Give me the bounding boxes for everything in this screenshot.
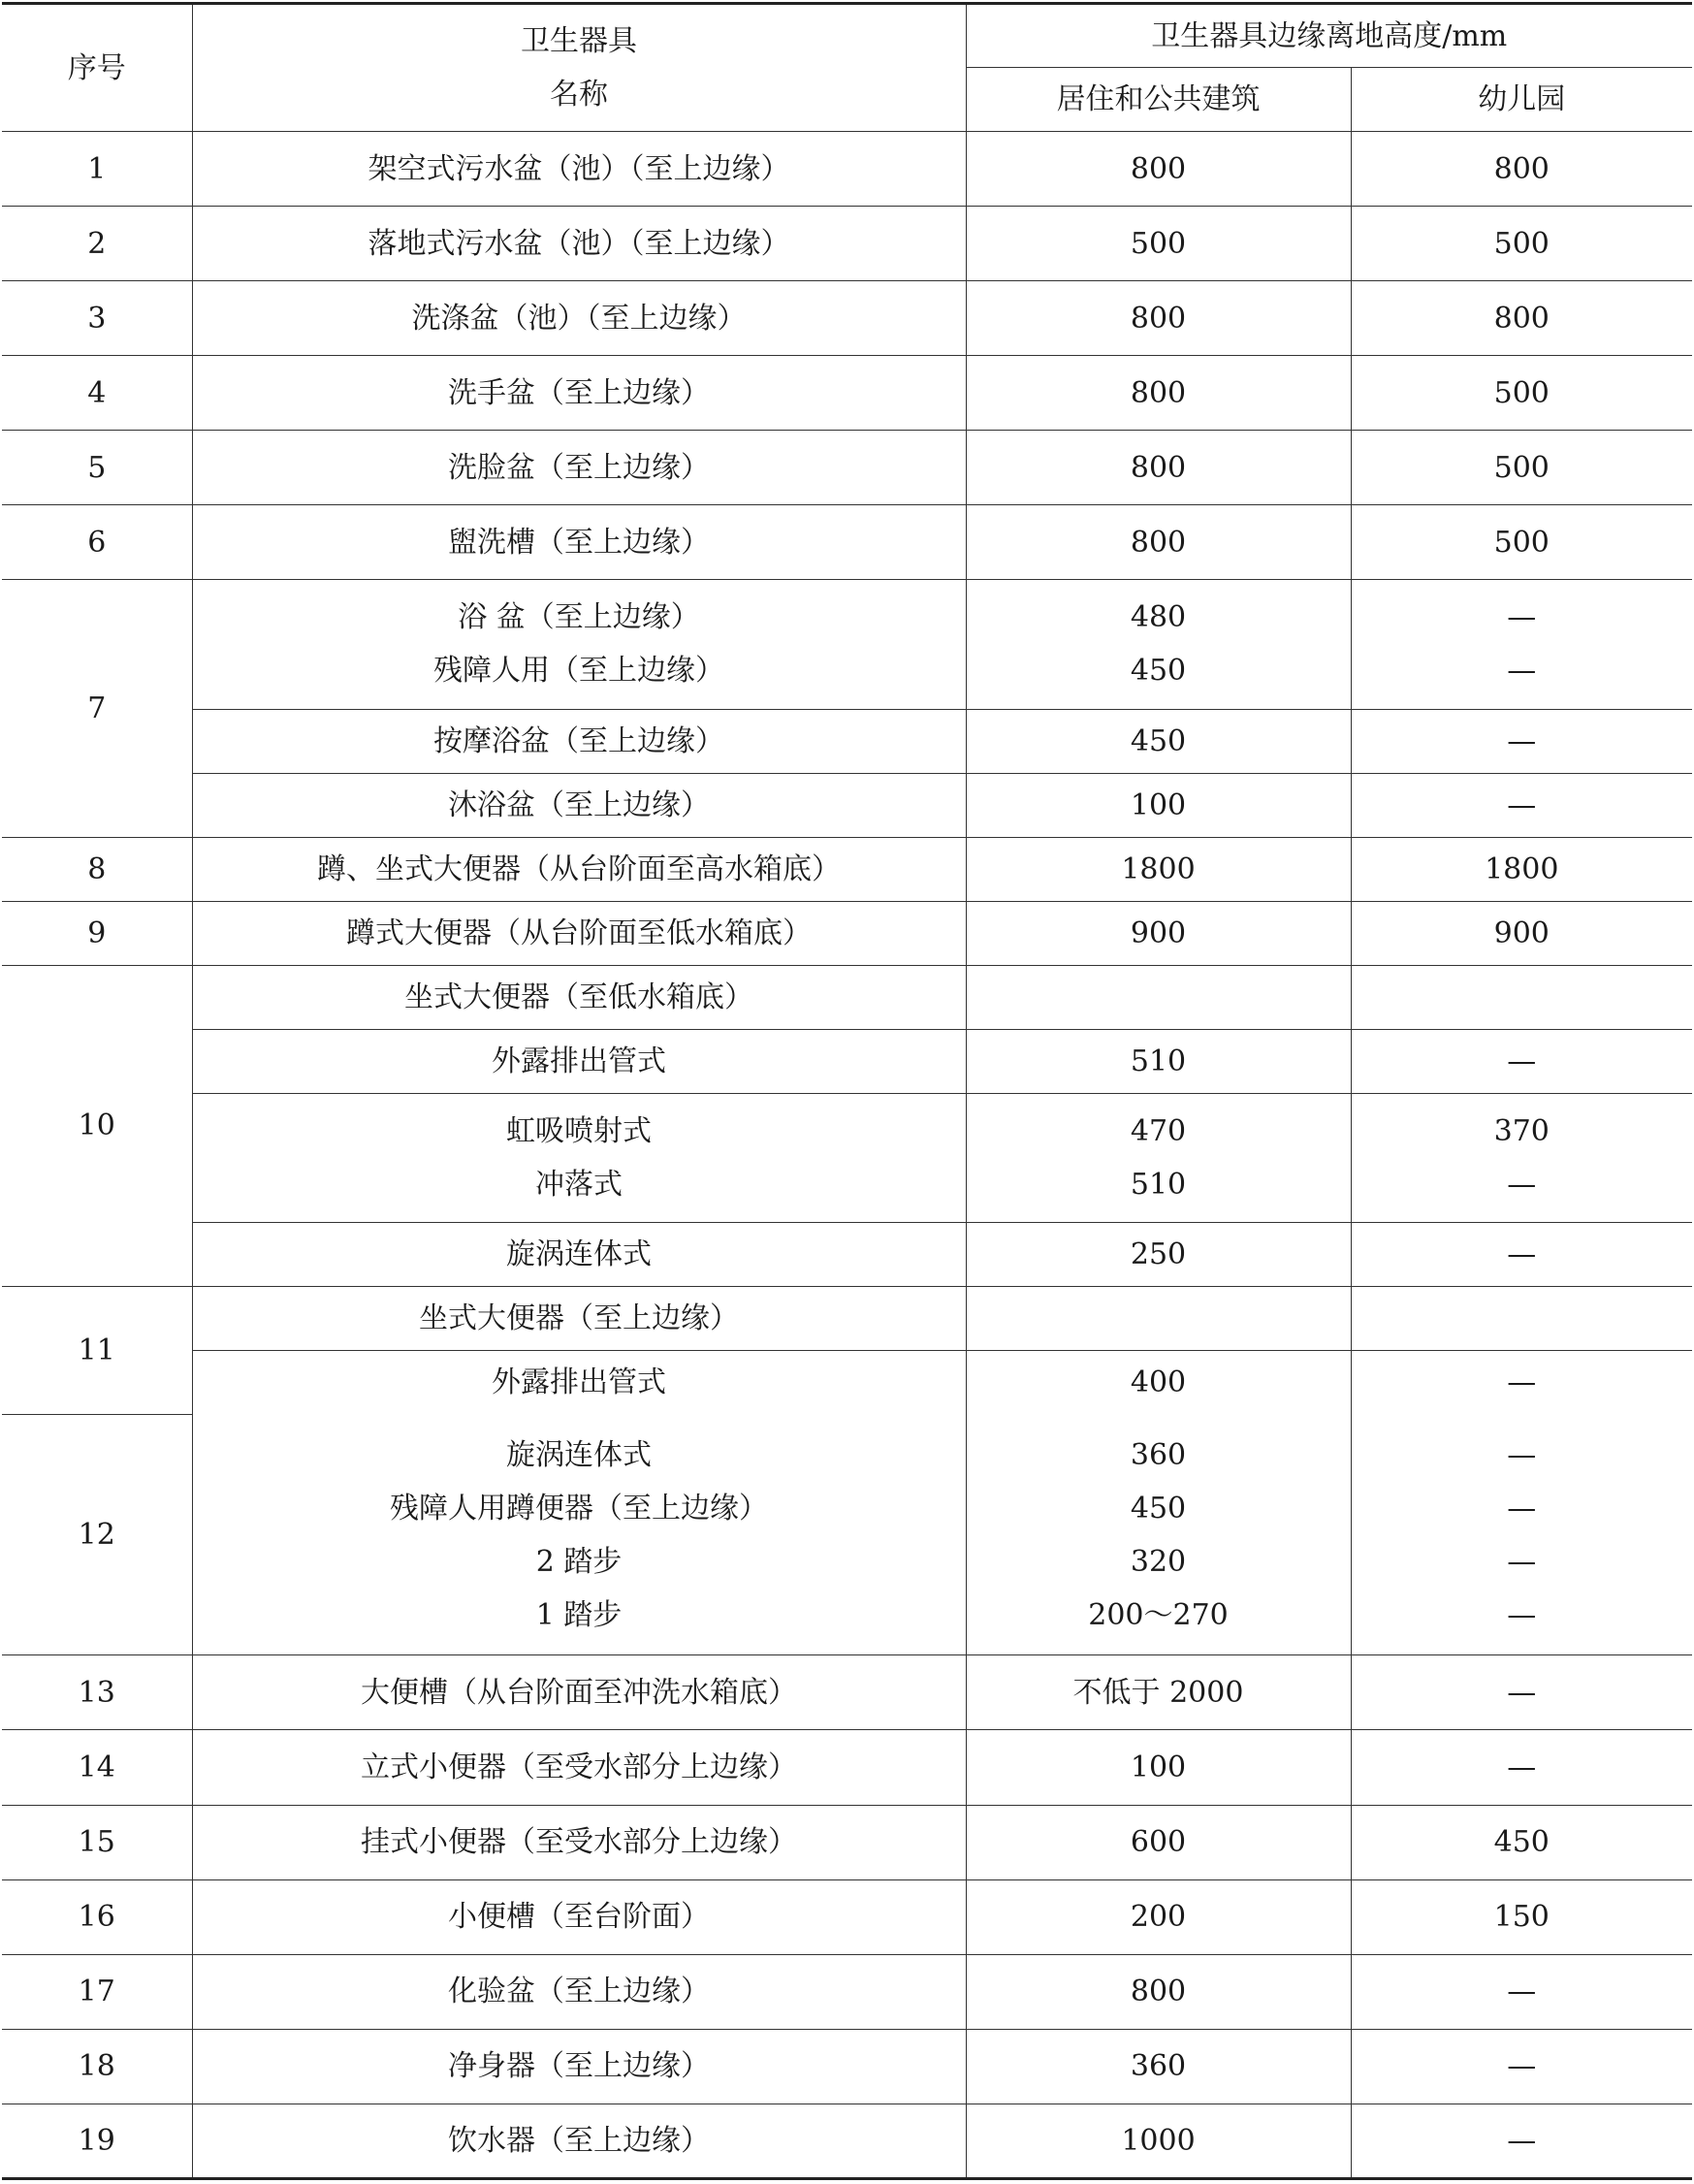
- header-residential: 居住和公共建筑: [966, 68, 1351, 132]
- row-no: 8: [2, 837, 192, 901]
- row-kg: 500: [1351, 207, 1692, 281]
- table-row: [2, 1223, 1692, 1287]
- row-kg: —: [1351, 2104, 1692, 2178]
- row-name: 按摩浴盆（至上边缘）: [192, 709, 966, 773]
- row-name: 外露排出管式: [192, 1029, 966, 1093]
- table-row: [2, 207, 1692, 281]
- row-kg: 450: [1351, 1805, 1692, 1879]
- row-res: 450: [966, 709, 1351, 773]
- res-line: 320: [1130, 1544, 1187, 1579]
- row-res: 500: [966, 207, 1351, 281]
- row-res: 100: [966, 773, 1351, 837]
- row-res: 1800: [966, 837, 1351, 901]
- row-kg: —: [1351, 773, 1692, 837]
- table-row: [2, 1029, 1692, 1093]
- row-res: 200: [966, 1879, 1351, 1954]
- table-row: [2, 281, 1692, 356]
- table-row: [2, 356, 1692, 431]
- row-name: 蹲式大便器（从台阶面至低水箱底）: [192, 901, 966, 965]
- row-kg: 500: [1351, 505, 1692, 580]
- row-res: 800: [966, 431, 1351, 505]
- row-res: 900: [966, 901, 1351, 965]
- row-res: [966, 1093, 1351, 1222]
- row-kg: [1351, 1093, 1692, 1222]
- row-no: 10: [2, 965, 192, 1286]
- row-name: 外露排出管式: [192, 1351, 966, 1415]
- row-kg: 500: [1351, 431, 1692, 505]
- fixture-height-table: [2, 2, 1692, 2180]
- row-no: 16: [2, 1879, 192, 1954]
- row-name: [192, 1415, 966, 1655]
- table-row: [2, 901, 1692, 965]
- row-kg: [1351, 1415, 1692, 1655]
- row-no: 13: [2, 1655, 192, 1730]
- kg-line: —: [1507, 1437, 1537, 1472]
- res-line: 480: [1130, 600, 1187, 635]
- row-kg: 150: [1351, 1879, 1692, 1954]
- row-res: [966, 580, 1351, 709]
- row-name: 化验盆（至上边缘）: [192, 1954, 966, 2029]
- row-res: 400: [966, 1351, 1351, 1415]
- header-height: 卫生器具边缘离地高度/mm: [966, 4, 1692, 68]
- row-res: 600: [966, 1805, 1351, 1879]
- row-res: [966, 1415, 1351, 1655]
- row-name: 坐式大便器（至上边缘）: [192, 1287, 966, 1351]
- row-name: 沐浴盆（至上边缘）: [192, 773, 966, 837]
- row-kg: 1800: [1351, 837, 1692, 901]
- name-line: 冲落式: [535, 1167, 623, 1202]
- table-row: [2, 580, 1692, 709]
- row-name: 落地式污水盆（池）（至上边缘）: [192, 207, 966, 281]
- row-res: [966, 1287, 1351, 1351]
- row-kg: [1351, 580, 1692, 709]
- row-no: 4: [2, 356, 192, 431]
- kg-line: —: [1507, 1597, 1537, 1632]
- table-row: [2, 1093, 1692, 1222]
- table-row: [2, 431, 1692, 505]
- name-line: 1 踏步: [535, 1597, 623, 1632]
- table-row: [2, 2104, 1692, 2178]
- row-no: 6: [2, 505, 192, 580]
- table-row: [2, 965, 1692, 1029]
- table-row: [2, 505, 1692, 580]
- table-row: [2, 2029, 1692, 2104]
- row-name: 净身器（至上边缘）: [192, 2029, 966, 2104]
- row-name: 蹲、坐式大便器（从台阶面至高水箱底）: [192, 837, 966, 901]
- kg-line: —: [1507, 600, 1537, 635]
- row-res: 1000: [966, 2104, 1351, 2178]
- row-name: 大便槽（从台阶面至冲洗水箱底）: [192, 1655, 966, 1730]
- row-kg: 900: [1351, 901, 1692, 965]
- row-name: 坐式大便器（至低水箱底）: [192, 965, 966, 1029]
- row-name: [192, 1093, 966, 1222]
- table-row: [2, 773, 1692, 837]
- header-kindergarten: 幼儿园: [1351, 68, 1692, 132]
- kg-line: 370: [1493, 1113, 1550, 1148]
- row-kg: —: [1351, 2029, 1692, 2104]
- row-res: 800: [966, 281, 1351, 356]
- row-res: 800: [966, 505, 1351, 580]
- row-no: 11: [2, 1287, 192, 1415]
- row-res: [966, 965, 1351, 1029]
- kg-line: —: [1507, 1544, 1537, 1579]
- kg-line: —: [1507, 654, 1537, 689]
- res-line: 200～270: [1088, 1597, 1229, 1632]
- name-line: 旋涡连体式: [506, 1437, 652, 1472]
- row-name: 洗手盆（至上边缘）: [192, 356, 966, 431]
- table-row: [2, 1415, 1692, 1655]
- row-kg: —: [1351, 1223, 1692, 1287]
- header-name-line1: 卫生器具: [521, 24, 637, 58]
- row-no: 3: [2, 281, 192, 356]
- row-res: 100: [966, 1730, 1351, 1805]
- row-kg: 800: [1351, 132, 1692, 207]
- row-kg: [1351, 965, 1692, 1029]
- row-no: 17: [2, 1954, 192, 2029]
- row-name: 立式小便器（至受水部分上边缘）: [192, 1730, 966, 1805]
- row-no: 14: [2, 1730, 192, 1805]
- row-name: [192, 580, 966, 709]
- res-line: 450: [1130, 654, 1187, 689]
- row-no: 19: [2, 2104, 192, 2178]
- table-row: [2, 132, 1692, 207]
- row-res: 510: [966, 1029, 1351, 1093]
- row-kg: —: [1351, 709, 1692, 773]
- row-name: 盥洗槽（至上边缘）: [192, 505, 966, 580]
- table-row: [2, 1655, 1692, 1730]
- row-no: 12: [2, 1415, 192, 1655]
- row-kg: —: [1351, 1351, 1692, 1415]
- row-name: 洗涤盆（池）（至上边缘）: [192, 281, 966, 356]
- row-name: 洗脸盆（至上边缘）: [192, 431, 966, 505]
- row-res: 360: [966, 2029, 1351, 2104]
- table-row: [2, 837, 1692, 901]
- header-name: [192, 4, 966, 132]
- row-no: 15: [2, 1805, 192, 1879]
- header-name-line2: 名称: [550, 78, 608, 112]
- res-line: 450: [1130, 1491, 1187, 1526]
- row-no: 5: [2, 431, 192, 505]
- row-kg: —: [1351, 1954, 1692, 2029]
- row-kg: —: [1351, 1730, 1692, 1805]
- row-kg: —: [1351, 1655, 1692, 1730]
- row-kg: [1351, 1287, 1692, 1351]
- row-res: 800: [966, 132, 1351, 207]
- table-row: [2, 1351, 1692, 1415]
- table-row: [2, 709, 1692, 773]
- row-res: 250: [966, 1223, 1351, 1287]
- row-no: 9: [2, 901, 192, 965]
- row-res: 不低于 2000: [966, 1655, 1351, 1730]
- row-kg: —: [1351, 1029, 1692, 1093]
- name-line: 虹吸喷射式: [506, 1113, 652, 1148]
- row-kg: 800: [1351, 281, 1692, 356]
- table-row: [2, 1954, 1692, 2029]
- row-no: 2: [2, 207, 192, 281]
- row-name: 架空式污水盆（池）（至上边缘）: [192, 132, 966, 207]
- row-name: 挂式小便器（至受水部分上边缘）: [192, 1805, 966, 1879]
- res-line: 470: [1130, 1113, 1187, 1148]
- kg-line: —: [1507, 1167, 1537, 1202]
- name-line: 残障人用蹲便器（至上边缘）: [390, 1491, 768, 1526]
- row-res: 800: [966, 356, 1351, 431]
- row-no: 18: [2, 2029, 192, 2104]
- header-no: 序号: [2, 4, 192, 132]
- row-res: 800: [966, 1954, 1351, 2029]
- row-kg: 500: [1351, 356, 1692, 431]
- row-no: 7: [2, 580, 192, 837]
- table-row: [2, 1730, 1692, 1805]
- row-name: 旋涡连体式: [192, 1223, 966, 1287]
- name-line: 残障人用（至上边缘）: [433, 654, 724, 689]
- res-line: 510: [1130, 1167, 1187, 1202]
- name-line: 浴 盆（至上边缘）: [458, 600, 700, 635]
- table-row: [2, 1805, 1692, 1879]
- row-name: 饮水器（至上边缘）: [192, 2104, 966, 2178]
- kg-line: —: [1507, 1491, 1537, 1526]
- row-name: 小便槽（至台阶面）: [192, 1879, 966, 1954]
- table-row: [2, 1287, 1692, 1351]
- name-line: 2 踏步: [535, 1544, 623, 1579]
- row-no: 1: [2, 132, 192, 207]
- res-line: 360: [1130, 1437, 1187, 1472]
- table-row: [2, 1879, 1692, 1954]
